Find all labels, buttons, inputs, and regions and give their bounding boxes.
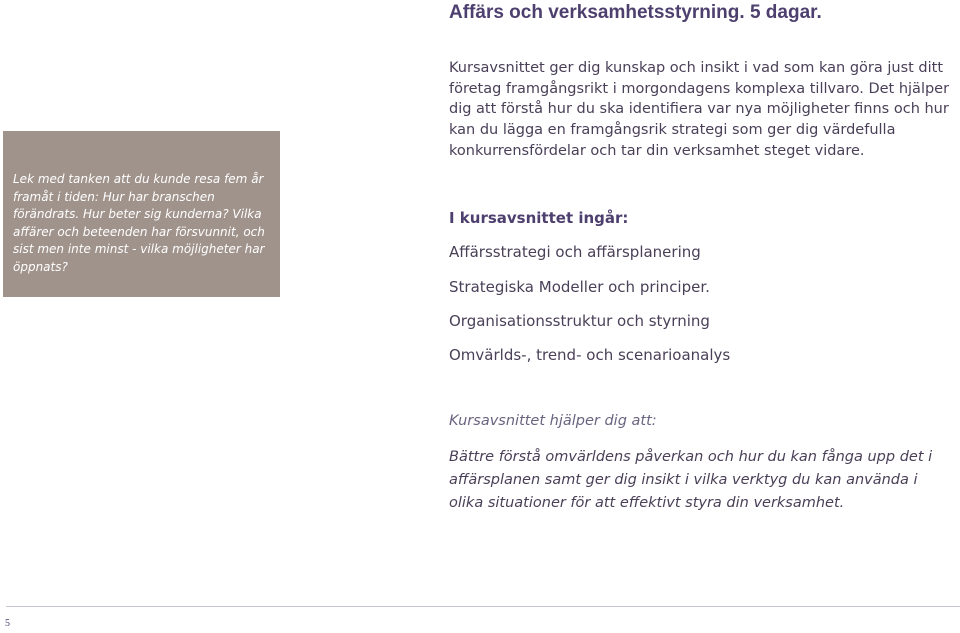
topic-item: Omvärlds-, trend- och scenarioanalys (449, 346, 731, 364)
intro-paragraph: Kursavsnittet ger dig kunskap och insikt i vad som kan göra just ditt företag framgångsrikt i morgondagens komplexa tillvaro. Det hjälper dig att förstå hur du ska identifiera var nya möjligheter finns och hur kan du lägga en framgångsrik strategi som ger dig värdefulla konkurrensfördelar och tar din verksamhet steget vidare. (449, 60, 950, 159)
helps-paragraph: Bättre förstå omvärldens påverkan och hur du kan fånga upp det i affärsplanen samt ger dig insikt i vilka verktyg du kan använda i olika situationer för att effektivt styra din verksamhet. (449, 449, 933, 511)
footer-divider (6, 606, 960, 607)
topic-item: Strategiska Modeller och principer. (449, 278, 710, 296)
topic-item: Organisationsstruktur och styrning (449, 312, 710, 330)
sidebar-quote-box (3, 131, 280, 297)
topic-item: Affärsstrategi och affärsplanering (449, 243, 701, 261)
page-title: Affärs och verksamhetsstyrning. 5 dagar. (449, 2, 822, 23)
page-number: 5 (5, 618, 10, 629)
sidebar-quote-text: Lek med tanken att du kunde resa fem år framåt i tiden: Hur har branschen förändrats. Hur beter sig kunderna? Vilka affärer och beteenden har försvunnit, och sist men inte minst - vilka möjligheter har öppnats? (13, 172, 265, 274)
section-heading: I kursavsnittet ingår: (449, 209, 629, 227)
helps-heading: Kursavsnittet hjälper dig att: (449, 413, 657, 429)
